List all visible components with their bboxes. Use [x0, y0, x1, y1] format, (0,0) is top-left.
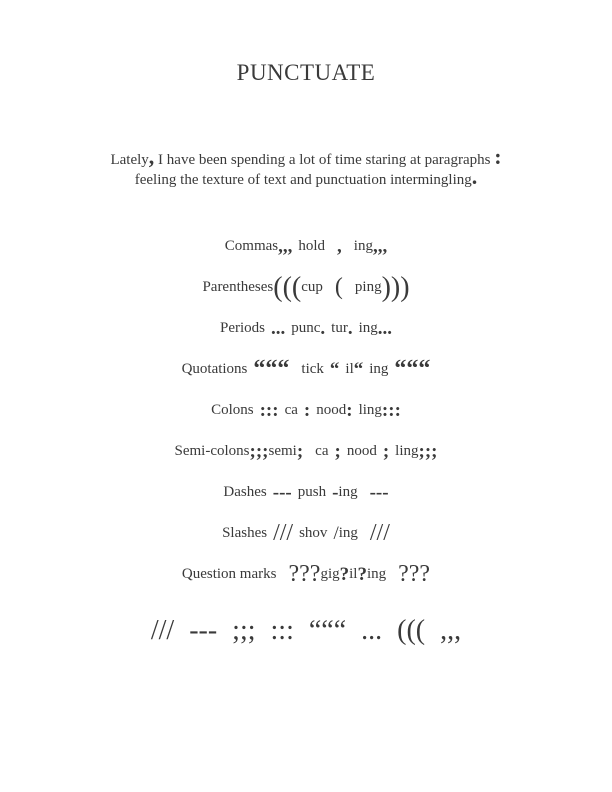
- word-fragment: ping: [354, 279, 382, 295]
- punct-mark: “: [353, 358, 364, 380]
- finale-quotes: “““: [308, 615, 347, 646]
- word-fragment: ling: [358, 402, 382, 418]
- punct-mark: :: [303, 399, 311, 421]
- punct-mark: ;;;: [249, 440, 269, 462]
- word-fragment: tick: [301, 361, 324, 377]
- punct-mark: (((: [273, 271, 302, 303]
- punct-mark: :::: [259, 399, 279, 421]
- word-fragment: ca: [315, 443, 329, 459]
- row-periods: [0, 308, 612, 349]
- word-fragment: hold: [298, 238, 326, 254]
- page-title: PUNCTUATE: [236, 60, 376, 85]
- word-fragment: gig: [320, 566, 340, 582]
- punctuation-finale: [0, 615, 612, 647]
- punct-mark: ???: [398, 561, 431, 587]
- intro-comma: ,: [148, 144, 155, 169]
- row-colons: [0, 390, 612, 431]
- word-fragment: il: [349, 566, 358, 582]
- row-label: Parentheses: [202, 279, 274, 295]
- word-fragment: ing: [366, 566, 387, 582]
- punct-mark: .: [347, 317, 353, 339]
- punct-mark: ;;;: [418, 440, 438, 462]
- punct-mark: ))): [381, 271, 410, 303]
- row-question-marks: [0, 554, 612, 595]
- finale-slashes: ///: [150, 615, 175, 646]
- word-fragment: ing: [369, 361, 389, 377]
- row-label: Semi-colons: [174, 443, 250, 459]
- row-label: Commas: [224, 238, 279, 254]
- intro-paragraph: [40, 144, 572, 190]
- intro-colon: :: [494, 144, 502, 169]
- finale-colons: :::: [270, 615, 294, 646]
- punct-mark: /: [333, 522, 339, 544]
- row-label: Quotations: [181, 361, 248, 377]
- finale-semicolons: ;;;: [232, 615, 256, 646]
- punct-mark: ???: [288, 561, 321, 587]
- punct-mark: ---: [272, 481, 292, 503]
- intro-period: .: [471, 164, 478, 189]
- word-fragment: shov: [299, 525, 328, 541]
- row-semicolons: [0, 431, 612, 472]
- finale-commas: ,,,: [440, 615, 462, 646]
- punct-mark: ...: [270, 317, 286, 339]
- punct-mark: ///: [369, 520, 390, 546]
- punct-mark: ,,,: [372, 235, 388, 257]
- intro-text: I have been spending a lot of time staring at paragraphs: [154, 152, 495, 168]
- word-fragment: semi: [268, 443, 297, 459]
- row-label: Periods: [219, 320, 265, 336]
- punct-mark: .: [320, 317, 326, 339]
- word-fragment: cup: [301, 279, 323, 295]
- punct-mark: “: [329, 358, 340, 380]
- intro-text: Lately: [110, 152, 149, 168]
- row-label: Colons: [211, 402, 254, 418]
- word-fragment: ling: [395, 443, 419, 459]
- word-fragment: ca: [284, 402, 298, 418]
- row-label: Slashes: [222, 525, 268, 541]
- punct-mark: ?: [357, 563, 367, 585]
- row-parentheses: [0, 267, 612, 308]
- finale-parens: (((: [397, 615, 426, 646]
- word-fragment: tur: [331, 320, 348, 336]
- row-slashes: [0, 513, 612, 554]
- punct-mark: ,,,: [278, 235, 293, 257]
- row-quotations: [0, 349, 612, 390]
- row-label: Question marks: [181, 566, 277, 582]
- punct-mark: (: [334, 274, 343, 300]
- word-fragment: il: [345, 361, 354, 377]
- punct-mark: ,: [337, 235, 342, 257]
- punct-mark: -: [332, 481, 339, 503]
- punct-mark: ...: [377, 317, 392, 339]
- punct-mark: “““: [394, 356, 431, 382]
- word-fragment: ing: [338, 484, 358, 500]
- punct-mark: ;: [334, 440, 341, 462]
- word-fragment: ing: [353, 238, 373, 254]
- punct-mark: ;: [296, 440, 304, 462]
- finale-periods: ...: [361, 615, 383, 646]
- word-fragment: punc: [291, 320, 321, 336]
- punct-mark: ?: [339, 563, 350, 585]
- row-dashes: [0, 472, 612, 513]
- punct-mark: ;: [382, 440, 390, 462]
- punct-mark: :: [346, 399, 353, 421]
- punct-mark: ---: [369, 481, 389, 503]
- punctuation-rows: [0, 226, 612, 595]
- punct-mark: ///: [273, 520, 294, 546]
- word-fragment: nood: [346, 443, 377, 459]
- punct-mark: “““: [253, 356, 290, 382]
- row-label: Dashes: [223, 484, 267, 500]
- word-fragment: ing: [358, 320, 378, 336]
- word-fragment: ing: [338, 525, 358, 541]
- intro-text: feeling the texture of text and punctuation intermingling: [134, 172, 472, 188]
- punct-mark: :::: [381, 399, 401, 421]
- finale-dashes: ---: [189, 615, 218, 646]
- word-fragment: push: [297, 484, 327, 500]
- row-commas: [0, 226, 612, 267]
- word-fragment: nood: [316, 402, 347, 418]
